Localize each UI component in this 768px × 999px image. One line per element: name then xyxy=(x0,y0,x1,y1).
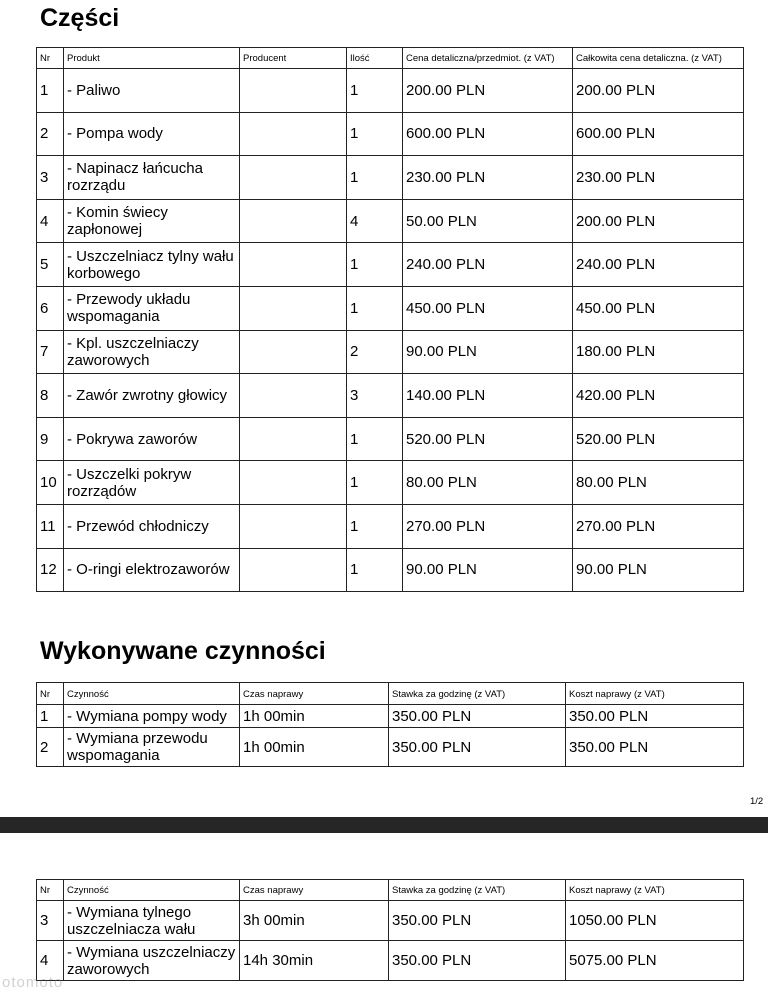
cell-nr: 8 xyxy=(37,374,64,418)
cell-product: - Napinacz łańcucha rozrządu xyxy=(64,156,240,200)
tasks-table xyxy=(36,682,744,767)
cell-total-price: 180.00 PLN xyxy=(573,330,744,374)
cell-nr: 2 xyxy=(37,728,64,767)
cell-repair-time: 1h 00min xyxy=(240,705,389,728)
cell-product: - Zawór zwrotny głowicy xyxy=(64,374,240,418)
cell-quantity: 1 xyxy=(347,504,403,548)
watermark-logo: otomoto xyxy=(2,974,64,991)
cell-repair-cost: 5075.00 PLN xyxy=(566,941,744,981)
table-row xyxy=(37,69,744,113)
cell-product: - Uszczelki pokryw rozrządów xyxy=(64,461,240,505)
header-repair-cost: Koszt naprawy (z VAT) xyxy=(566,683,744,705)
cell-total-price: 520.00 PLN xyxy=(573,417,744,461)
cell-product: - Uszczelniacz tylny wału korbowego xyxy=(64,243,240,287)
parts-table xyxy=(36,47,744,592)
cell-producer xyxy=(240,69,347,113)
table-row xyxy=(37,199,744,243)
cell-producer xyxy=(240,504,347,548)
cell-nr: 3 xyxy=(37,901,64,941)
cell-repair-cost: 350.00 PLN xyxy=(566,728,744,767)
cell-total-price: 600.00 PLN xyxy=(573,112,744,156)
cell-repair-time: 14h 30min xyxy=(240,941,389,981)
header-producer: Producent xyxy=(240,48,347,69)
cell-task: - Wymiana tylnego uszczelniacza wału xyxy=(64,901,240,941)
cell-unit-price: 90.00 PLN xyxy=(403,548,573,592)
table-row xyxy=(37,548,744,592)
cell-quantity: 1 xyxy=(347,461,403,505)
table-row xyxy=(37,461,744,505)
header-total-price: Całkowita cena detaliczna. (z VAT) xyxy=(573,48,744,69)
cell-total-price: 450.00 PLN xyxy=(573,286,744,330)
cell-unit-price: 140.00 PLN xyxy=(403,374,573,418)
cell-producer xyxy=(240,199,347,243)
tasks-table-continued xyxy=(36,879,744,981)
table-row xyxy=(37,330,744,374)
cell-repair-time: 1h 00min xyxy=(240,728,389,767)
cell-nr: 1 xyxy=(37,705,64,728)
cell-unit-price: 450.00 PLN xyxy=(403,286,573,330)
cell-product: - Komin świecy zapłonowej xyxy=(64,199,240,243)
cell-quantity: 4 xyxy=(347,199,403,243)
page-divider xyxy=(0,817,768,833)
cell-hourly-rate: 350.00 PLN xyxy=(389,705,566,728)
cell-nr: 1 xyxy=(37,69,64,113)
cell-product: - Paliwo xyxy=(64,69,240,113)
cell-nr: 6 xyxy=(37,286,64,330)
table-row xyxy=(37,243,744,287)
cell-unit-price: 230.00 PLN xyxy=(403,156,573,200)
cell-product: - Pompa wody xyxy=(64,112,240,156)
cell-producer xyxy=(240,417,347,461)
header-quantity: Ilość xyxy=(347,48,403,69)
cell-unit-price: 520.00 PLN xyxy=(403,417,573,461)
cell-product: - Kpl. uszczelniaczy zaworowych xyxy=(64,330,240,374)
cell-nr: 3 xyxy=(37,156,64,200)
cell-product: - Przewód chłodniczy xyxy=(64,504,240,548)
cell-nr: 10 xyxy=(37,461,64,505)
table-row xyxy=(37,504,744,548)
cell-producer xyxy=(240,330,347,374)
cell-unit-price: 600.00 PLN xyxy=(403,112,573,156)
cell-unit-price: 80.00 PLN xyxy=(403,461,573,505)
cell-total-price: 90.00 PLN xyxy=(573,548,744,592)
cell-total-price: 270.00 PLN xyxy=(573,504,744,548)
cell-nr: 2 xyxy=(37,112,64,156)
table-row xyxy=(37,901,744,941)
cell-total-price: 230.00 PLN xyxy=(573,156,744,200)
table-row xyxy=(37,374,744,418)
cell-product: - Pokrywa zaworów xyxy=(64,417,240,461)
cell-quantity: 3 xyxy=(347,374,403,418)
header-repair-time: Czas naprawy xyxy=(240,880,389,901)
header-product: Produkt xyxy=(64,48,240,69)
cell-hourly-rate: 350.00 PLN xyxy=(389,901,566,941)
cell-quantity: 1 xyxy=(347,112,403,156)
cell-unit-price: 50.00 PLN xyxy=(403,199,573,243)
cell-unit-price: 90.00 PLN xyxy=(403,330,573,374)
cell-repair-time: 3h 00min xyxy=(240,901,389,941)
cell-nr: 4 xyxy=(37,941,64,981)
cell-nr: 11 xyxy=(37,504,64,548)
cell-total-price: 420.00 PLN xyxy=(573,374,744,418)
cell-task: - Wymiana pompy wody xyxy=(64,705,240,728)
parts-section-title: Części xyxy=(40,4,120,32)
header-nr: Nr xyxy=(37,48,64,69)
cell-task: - Wymiana przewodu wspomagania xyxy=(64,728,240,767)
cell-nr: 7 xyxy=(37,330,64,374)
page-number: 1/2 xyxy=(750,796,764,807)
cell-task: - Wymiana uszczelniaczy zaworowych xyxy=(64,941,240,981)
header-nr: Nr xyxy=(37,880,64,901)
header-unit-price: Cena detaliczna/przedmiot. (z VAT) xyxy=(403,48,573,69)
table-row xyxy=(37,286,744,330)
cell-producer xyxy=(240,374,347,418)
table-row xyxy=(37,156,744,200)
cell-quantity: 1 xyxy=(347,286,403,330)
cell-producer xyxy=(240,156,347,200)
cell-product: - Przewody układu wspomagania xyxy=(64,286,240,330)
cell-producer xyxy=(240,243,347,287)
cell-quantity: 1 xyxy=(347,243,403,287)
table-row xyxy=(37,705,744,728)
header-nr: Nr xyxy=(37,683,64,705)
table-row xyxy=(37,417,744,461)
cell-nr: 4 xyxy=(37,199,64,243)
cell-unit-price: 200.00 PLN xyxy=(403,69,573,113)
cell-unit-price: 240.00 PLN xyxy=(403,243,573,287)
cell-nr: 12 xyxy=(37,548,64,592)
cell-quantity: 1 xyxy=(347,69,403,113)
table-row xyxy=(37,112,744,156)
cell-hourly-rate: 350.00 PLN xyxy=(389,941,566,981)
cell-total-price: 240.00 PLN xyxy=(573,243,744,287)
cell-producer xyxy=(240,461,347,505)
header-task: Czynność xyxy=(64,683,240,705)
cell-total-price: 80.00 PLN xyxy=(573,461,744,505)
cell-quantity: 1 xyxy=(347,548,403,592)
header-hourly-rate: Stawka za godzinę (z VAT) xyxy=(389,880,566,901)
cell-producer xyxy=(240,286,347,330)
cell-product: - O-ringi elektrozaworów xyxy=(64,548,240,592)
header-repair-cost: Koszt naprawy (z VAT) xyxy=(566,880,744,901)
cell-quantity: 2 xyxy=(347,330,403,374)
header-task: Czynność xyxy=(64,880,240,901)
table-row xyxy=(37,941,744,981)
cell-quantity: 1 xyxy=(347,156,403,200)
tasks-table-header xyxy=(37,683,744,705)
cell-total-price: 200.00 PLN xyxy=(573,69,744,113)
cell-producer xyxy=(240,548,347,592)
parts-table-header xyxy=(37,48,744,69)
table-row xyxy=(37,728,744,767)
cell-quantity: 1 xyxy=(347,417,403,461)
header-repair-time: Czas naprawy xyxy=(240,683,389,705)
cell-producer xyxy=(240,112,347,156)
tasks-section-title: Wykonywane czynności xyxy=(40,637,326,665)
header-hourly-rate: Stawka za godzinę (z VAT) xyxy=(389,683,566,705)
cell-hourly-rate: 350.00 PLN xyxy=(389,728,566,767)
cell-nr: 9 xyxy=(37,417,64,461)
tasks-table-header xyxy=(37,880,744,901)
cell-unit-price: 270.00 PLN xyxy=(403,504,573,548)
cell-repair-cost: 1050.00 PLN xyxy=(566,901,744,941)
cell-repair-cost: 350.00 PLN xyxy=(566,705,744,728)
cell-total-price: 200.00 PLN xyxy=(573,199,744,243)
cell-nr: 5 xyxy=(37,243,64,287)
